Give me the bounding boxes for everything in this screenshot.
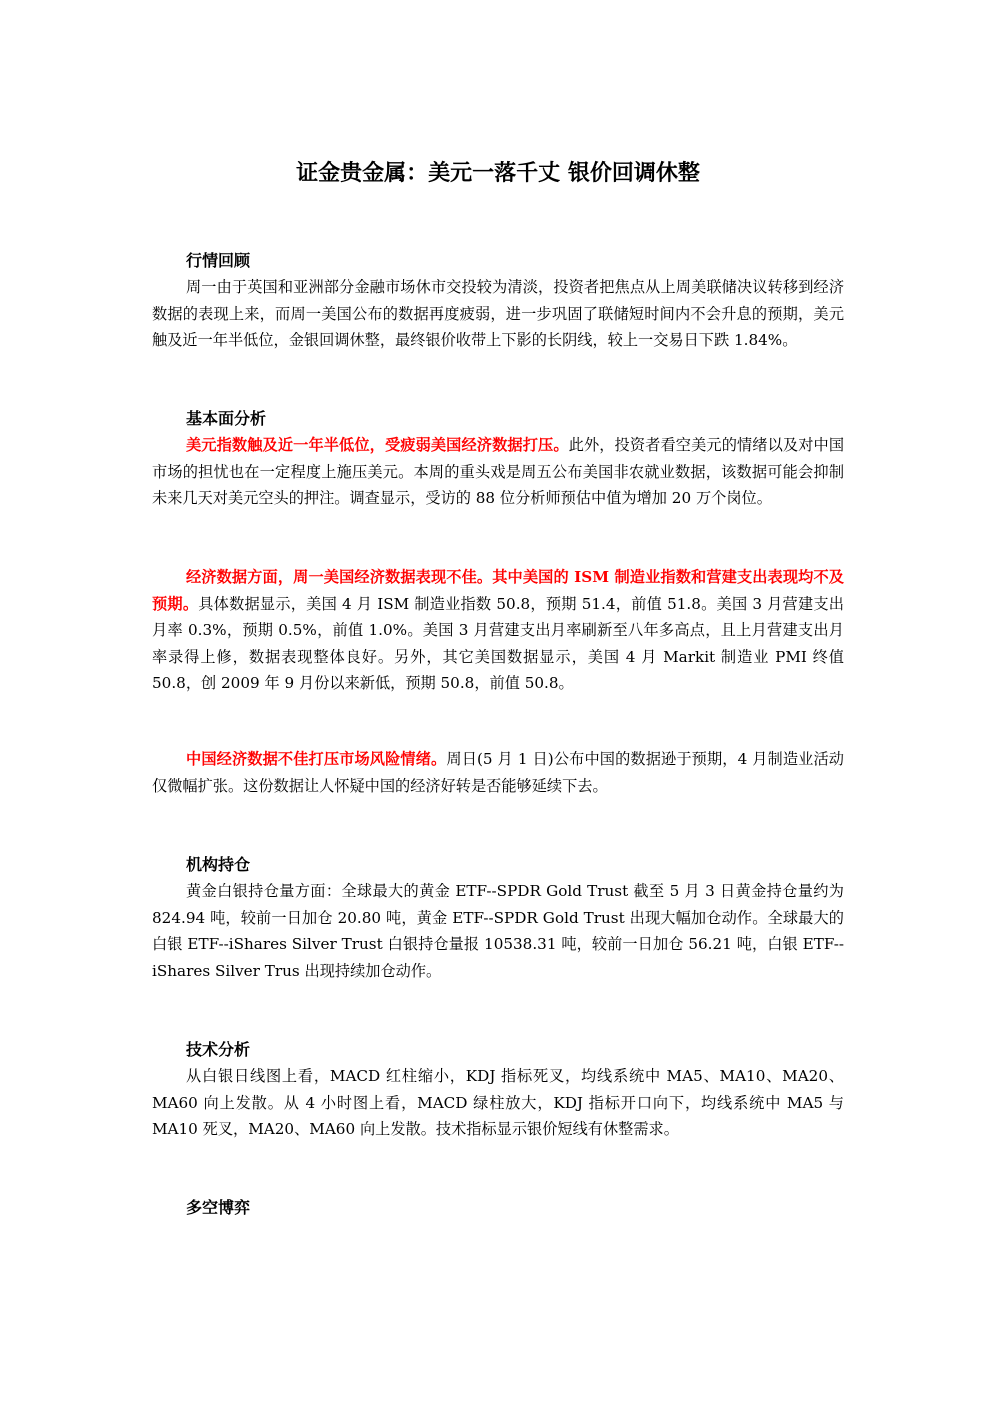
section-economic-data	[152, 564, 844, 697]
section-china-data	[152, 746, 844, 799]
section-technical-analysis	[152, 1037, 844, 1143]
paragraph-text: 此外，投资者看空美元的情绪以及对中国市场的担忧也在一定程度上施压美元。本周的重头戏是周五公布美国非农就业数据，该数据可能会抑制未来几天对美元空头的押注。调查显示，受访的 88 位分析师预估中值为增加 20 万个岗位。	[152, 436, 845, 507]
section-heading: 机构持仓	[186, 855, 251, 874]
section-heading: 行情回顾	[186, 251, 251, 270]
paragraph	[152, 746, 844, 799]
section-holdings	[152, 852, 844, 984]
paragraph: 从白银日线图上看，MACD 红柱缩小，KDJ 指标死叉，均线系统中 MA5、MA10、MA20、MA60 向上发散。从 4 小时图上看，MACD 绿柱放大，KDJ 指标开口向下，均线系统中 MA5 与 MA10 死叉，MA20、MA60 向上发散。技术指标显示银价短线有休整需求。	[152, 1067, 844, 1138]
paragraph	[152, 564, 844, 697]
paragraph-text: 具体数据显示，美国 4 月 ISM 制造业指数 50.8，预期 51.4，前值 51.8。美国 3 月营建支出月率 0.3%，预期 0.5%，前值 1.0%。美国 3 月营建支出月率刷新至八年多高点，且上月营建支出月率录得上修，数据表现整体良好。另外，其它美国数据显示，美国 4 月 Markit 制造业 PMI 终值 50.8，创 2009 年 9 月份以来新低，预期 50.8，前值 50.8。	[152, 594, 844, 692]
section-heading: 技术分析	[186, 1040, 251, 1059]
paragraph	[152, 432, 844, 512]
paragraph: 周一由于英国和亚洲部分金融市场休市交投较为清淡，投资者把焦点从上周美联储决议转移到经济数据的表现上来，而周一美国公布的数据再度疲弱，进一步巩固了联储短时间内不会升息的预期，美元触及近一年半低位，金银回调休整，最终银价收带上下影的长阴线，较上一交易日下跌 1.84%。	[152, 278, 844, 349]
section-fundamental-analysis	[152, 406, 844, 512]
section-market-review	[152, 248, 844, 354]
section-long-short	[152, 1195, 844, 1221]
highlight-text: 中国经济数据不佳打压市场风险情绪。	[186, 750, 447, 768]
paragraph: 黄金白银持仓量方面：全球最大的黄金 ETF--SPDR Gold Trust 截至 5 月 3 日黄金持仓量约为 824.94 吨，较前一日加仓 20.80 吨，黄金 ETF--SPDR Gold Trust 出现大幅加仓动作。全球最大的白银 ETF--iShares Silver Trust 白银持仓量报 10538.31 吨，较前一日加仓 56.21 吨，白银 ETF--iShares Silver Trus 出现持续加仓动作。	[152, 882, 844, 980]
paragraph-text: 周日(5 月 1 日)公布中国的数据逊于预期，4 月制造业活动仅微幅扩张。这份数据让人怀疑中国的经济好转是否能够延续下去。	[152, 750, 844, 795]
section-heading: 多空博弈	[186, 1198, 251, 1217]
section-heading: 基本面分析	[186, 409, 267, 428]
page-title: 证金贵金属：美元一落千丈 银价回调休整	[296, 161, 700, 186]
highlight-text: 经济数据方面，周一美国经济数据表现不佳。其中美国的 ISM 制造业指数和营建支出表现均不及预期。	[152, 568, 844, 613]
highlight-text: 美元指数触及近一年半低位，受疲弱美国经济数据打压。	[186, 436, 569, 454]
